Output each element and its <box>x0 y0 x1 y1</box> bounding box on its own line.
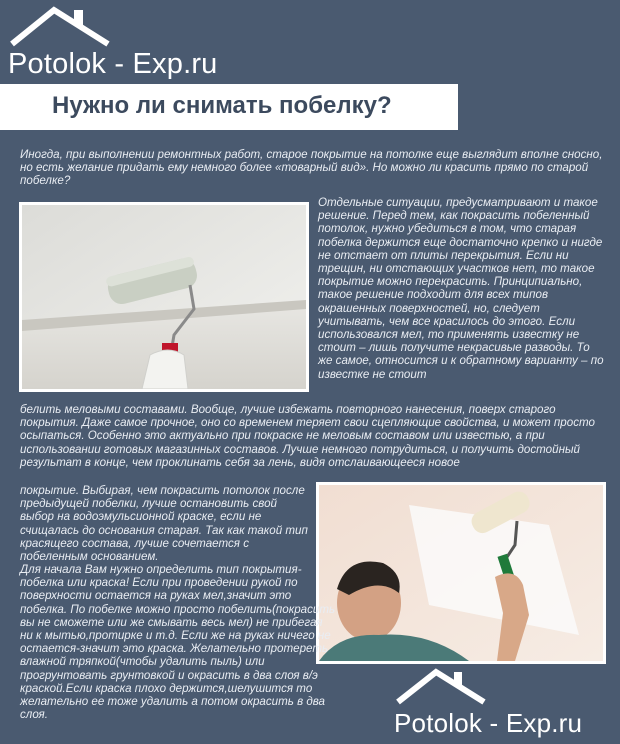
site-logo-text: Potolok - Exp.ru <box>8 48 218 80</box>
title-banner <box>0 84 458 130</box>
site-logo[interactable] <box>6 4 246 82</box>
left-column-paragraph-2: Для начала Вам нужно определить тип покрытия-побелка или краска! Если при проведении рукой по поверхности остается на руках мел,значит это побелка. По побелке можно просто побелить(покрасить вы не сможете или же смывать весь мел) не прибегая ни к мытью,протирке и т.д. Если же на руках ничего не остается-значит это краска. Желательно протереть влажной тряпкой(чтобы удалить пыль) или прогрунтовать грунтовкой и окрасить в два слоя в/э краской.Если краска плохо держится,шелушится то желательно ее тоже удалить а потом окрасить в два слоя. <box>20 563 336 722</box>
page-title: Нужно ли снимать побелку? <box>52 92 392 119</box>
house-roof-icon <box>394 666 490 706</box>
site-logo-text: Potolok - Exp.ru <box>394 708 583 738</box>
roller-ceiling-photo <box>19 202 309 392</box>
man-painting-image <box>319 485 603 661</box>
house-roof-icon <box>8 4 116 48</box>
roller-painting-image <box>22 205 306 389</box>
right-column-paragraph: Отдельные ситуации, предусматривают и такое решение. Перед тем, как покрасить побеленный потолок, нужно убедиться в том, что старая побелка держится еще достаточно крепко и нигде не отстает от плиты перекрытия. Если ни трещин, ни отстающих участков нет, то такое покрытие можно перекрасить. Принципиально, такое решение подходит для всех типов окрашенных поверхностей, но, следует учитывать, чем все красилось до этого. Если использовался мел, то применять известку не стоит – лишь получите некрасивые разводы. То же самое, относится и к обратному варианту – по известке не стоит <box>318 196 604 381</box>
man-painting-photo <box>316 482 606 664</box>
site-logo-bottom[interactable] <box>392 666 620 744</box>
left-column-paragraph: покрытие. Выбирая, чем покрасить потолок после предыдущей побелки, лучше остановить свой выбор на водоэмульсионной краске, если не счищалась до основания старая. Так как такой тип красящего состава, лучше сочетается с побеленным основанием. <box>20 484 308 564</box>
intro-paragraph: Иногда, при выполнении ремонтных работ, старое покрытие на потолке еще выглядит вполне сносно, но есть желание придать ему немного более «товарный вид». Но можно ли красить прямо по старой побелке? <box>20 148 603 188</box>
full-width-paragraph: белить меловыми составами. Вообще, лучше избежать повторного нанесения, поверх старого покрытия. Даже самое прочное, оно со временем теряет свои сцепляющие свойства, и может просто осыпаться. Особенно это актуально при покраске не меловым составом или известью, а при использовании готовых магазинных составов. Лучше немного потрудиться, и получить достойный результат в конце, чем проклинать себя за лень, видя отслаивающееся новое <box>20 403 595 469</box>
